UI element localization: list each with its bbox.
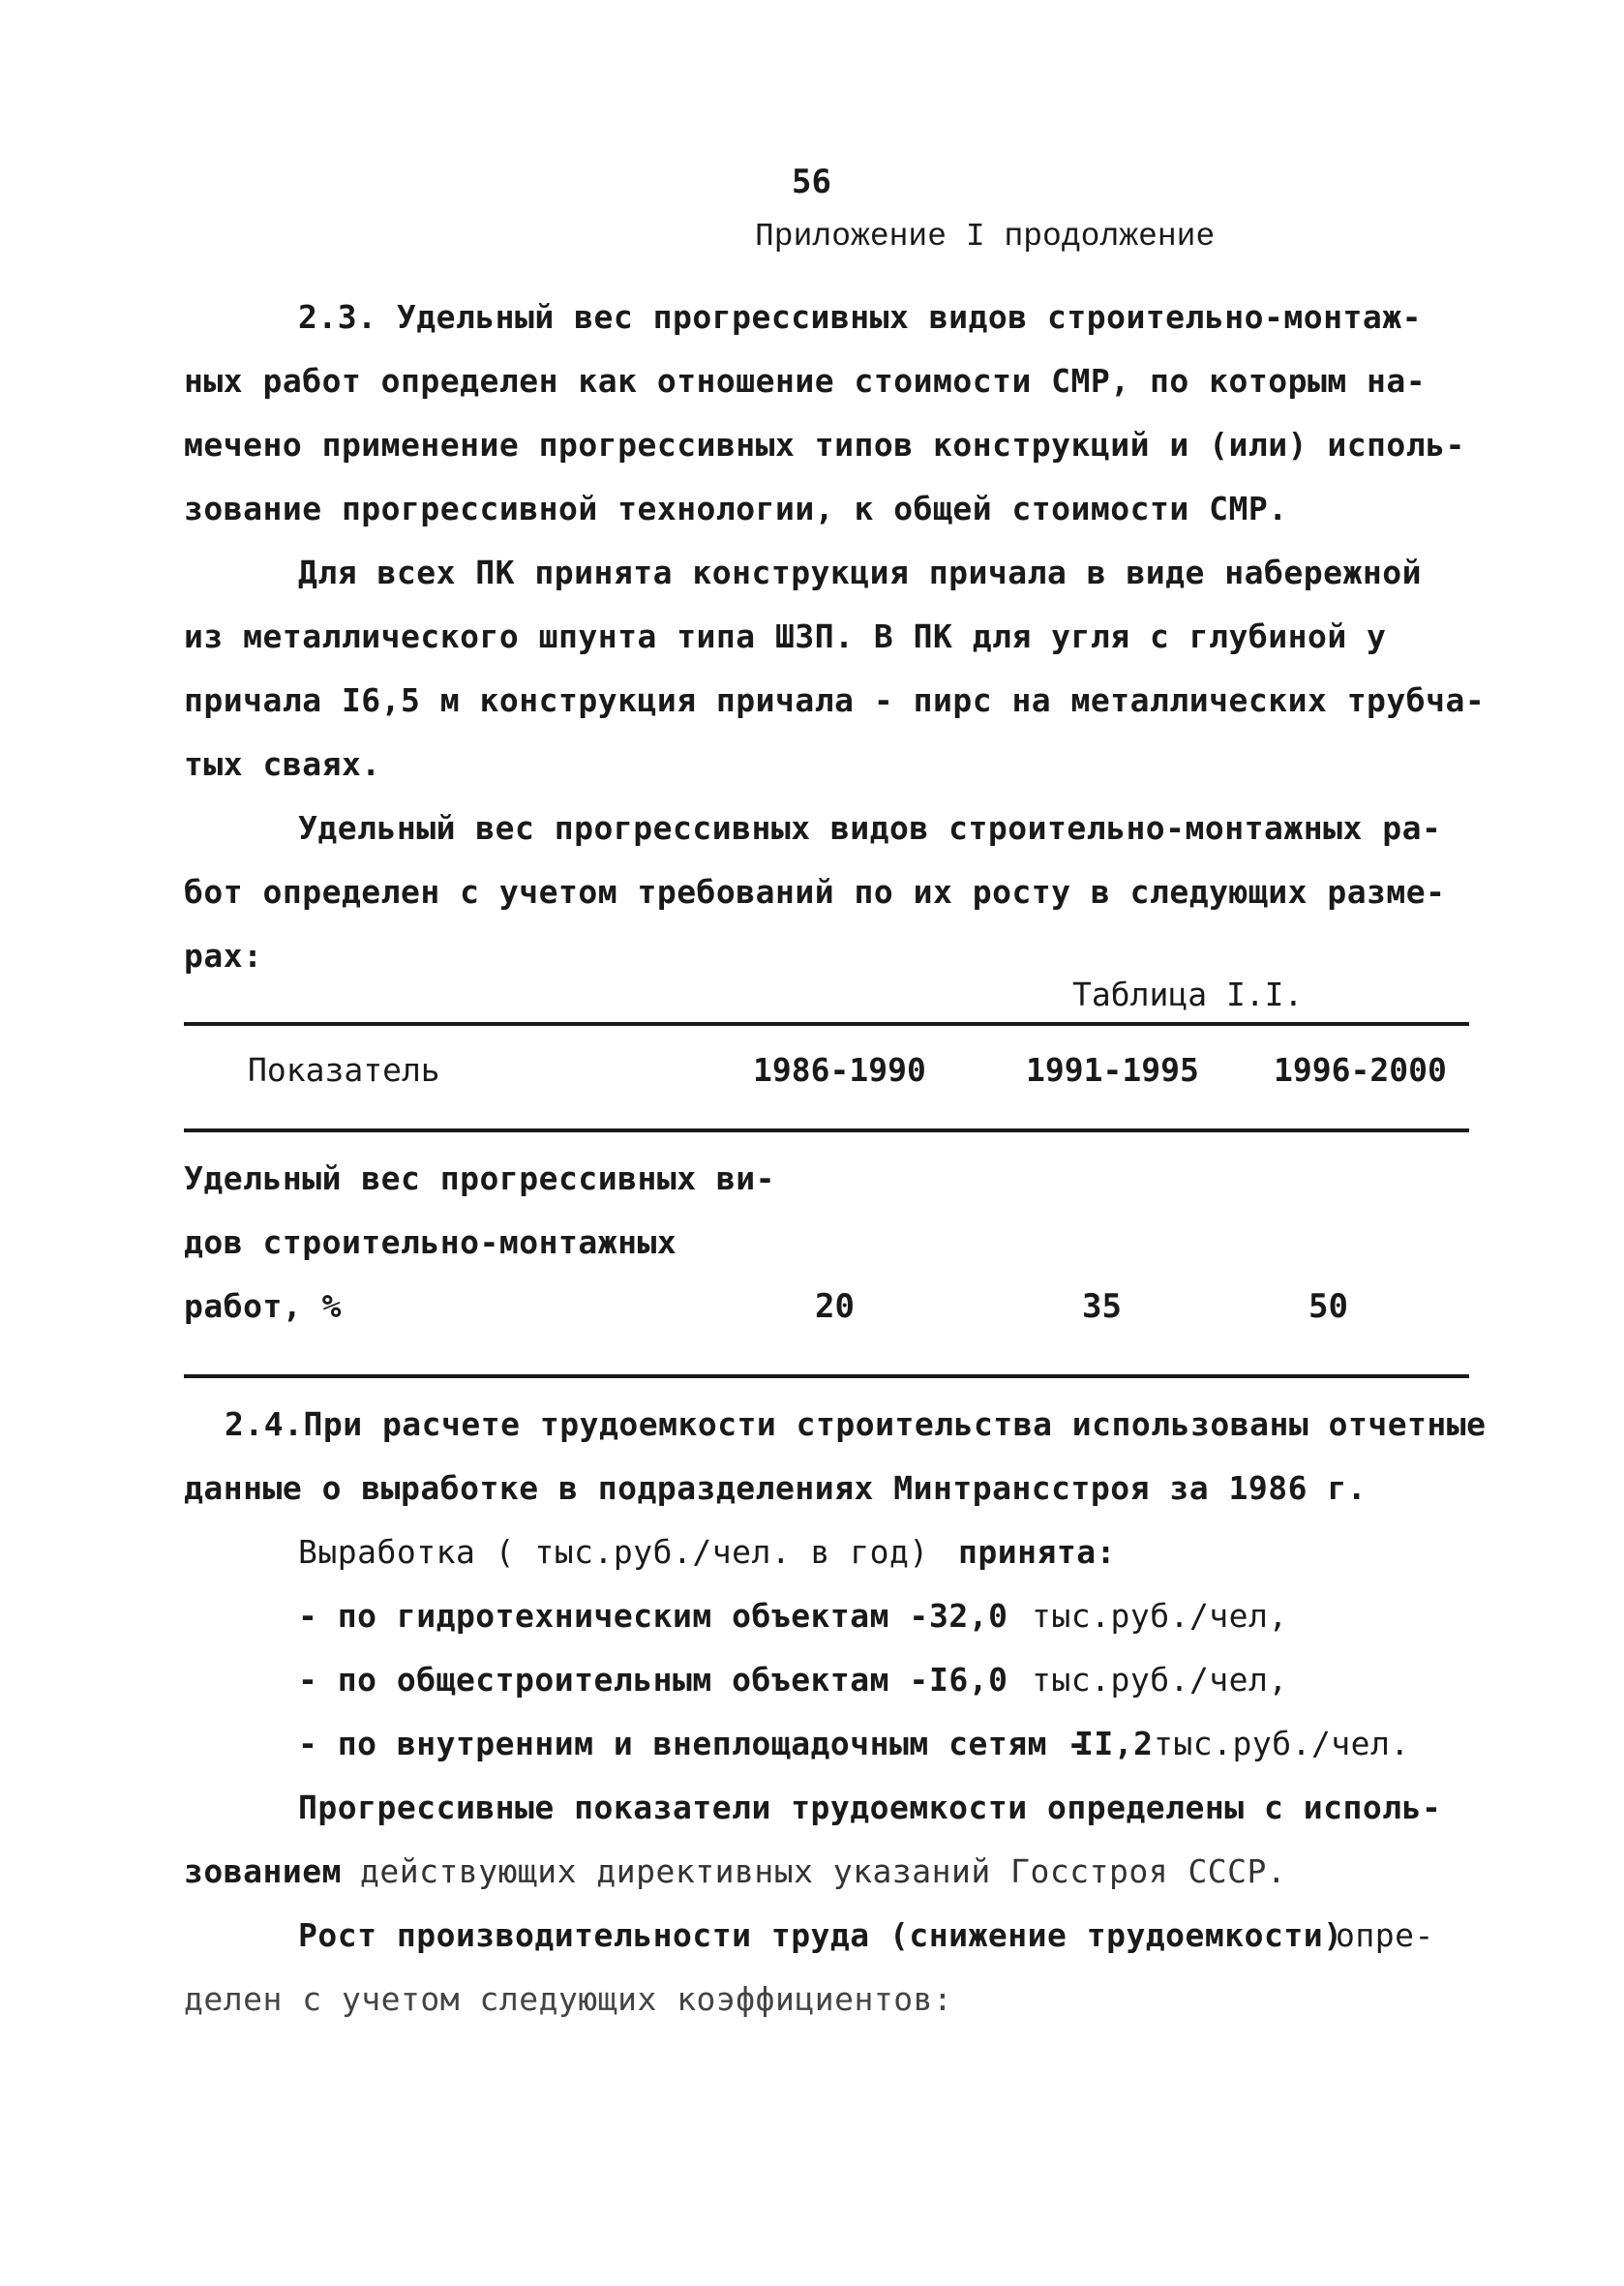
berth-paragraph-line-1: Для всех ПК принята конструкция причала в виде набережной xyxy=(298,554,1422,591)
section-2-4-line-2: данные о выработке в подразделениях Минтрансстроя за 1986 г. xyxy=(184,1469,1368,1507)
item-networks-text: - по внутренним и внеплощадочным сетям - xyxy=(298,1725,1087,1762)
share-paragraph-line-3: рах: xyxy=(184,937,263,975)
progressive-line-2-rest: действующих директивных указаний Госстроя СССР. xyxy=(360,1852,1287,1890)
table-cell-1986-1990: 20 xyxy=(815,1287,855,1326)
item-hydro-unit: тыс.руб./чел, xyxy=(1032,1597,1288,1635)
item-general-unit: тыс.руб./чел, xyxy=(1032,1661,1288,1699)
table-cell-1991-1995: 35 xyxy=(1082,1287,1122,1326)
table-row-label-line-3: работ, % xyxy=(184,1287,342,1325)
table-header-rule xyxy=(184,1128,1469,1132)
berth-paragraph-line-3: причала I6,5 м конструкция причала - пирс на металлических трубча- xyxy=(184,681,1486,719)
growth-line-2: делен с учетом следующих коэффициентов: xyxy=(184,1980,953,2018)
table-header-period-3: 1996-2000 xyxy=(1274,1051,1447,1089)
item-networks-value: II,2 xyxy=(1074,1725,1154,1762)
table-top-rule xyxy=(184,1022,1469,1026)
table-header-period-1: 1986-1990 xyxy=(753,1051,926,1089)
growth-line-1: Рост производительности труда (снижение трудоемкости) xyxy=(298,1916,1343,1954)
appendix-label: Приложение I продолжение xyxy=(755,219,1216,255)
berth-paragraph-line-2: из металлического шпунта типа ШЗП. В ПК для угля с глубиной у xyxy=(184,617,1387,655)
table-row-label-line-1: Удельный вес прогрессивных ви- xyxy=(184,1159,776,1197)
table-cell-1996-2000: 50 xyxy=(1308,1287,1348,1326)
share-paragraph-line-1: Удельный вес прогрессивных видов строительно-монтажных ра- xyxy=(298,809,1442,847)
item-hydro-value: 32,0 xyxy=(929,1597,1008,1635)
section-2-3-line-4: зование прогрессивной технологии, к общей стоимости СМР. xyxy=(184,490,1288,527)
berth-paragraph-line-4: тых сваях. xyxy=(184,745,381,783)
item-general-value: I6,0 xyxy=(929,1661,1008,1699)
page-number: 56 xyxy=(792,163,831,201)
table-header-period-2: 1991-1995 xyxy=(1026,1051,1199,1089)
table-header-indicator: Показатель xyxy=(248,1051,440,1089)
item-hydro-text: - по гидротехническим объектам - xyxy=(298,1597,929,1635)
output-intro-text: Выработка ( тыс.руб./чел. в год) xyxy=(298,1533,929,1571)
output-intro-accepted: принята: xyxy=(958,1533,1116,1571)
section-2-3-line-3: мечено применение прогрессивных типов конструкций и (или) исполь- xyxy=(184,426,1465,464)
table-bottom-rule xyxy=(184,1374,1469,1378)
section-2-4-line-1: 2.4.При расчете трудоемкости строительства использованы отчетные xyxy=(225,1405,1487,1443)
table-row-label-line-2: дов строительно-монтажных xyxy=(184,1223,677,1261)
item-networks-unit: тыс.руб./чел. xyxy=(1154,1725,1410,1762)
item-general-text: - по общестроительным объектам - xyxy=(298,1661,929,1699)
section-2-3-line-1: 2.3. Удельный вес прогрессивных видов строительно-монтаж- xyxy=(298,298,1422,336)
growth-line-1-end: опре- xyxy=(1336,1916,1434,1954)
progressive-line-1: Прогрессивные показатели трудоемкости определены с исполь- xyxy=(298,1789,1442,1826)
section-2-3-line-2: ных работ определен как отношение стоимости СМР, по которым на- xyxy=(184,362,1427,400)
share-paragraph-line-2: бот определен с учетом требований по их росту в следующих разме- xyxy=(184,873,1446,911)
table-caption: Таблица I.I. xyxy=(1072,976,1304,1013)
progressive-line-2-start: зованием xyxy=(184,1852,342,1890)
